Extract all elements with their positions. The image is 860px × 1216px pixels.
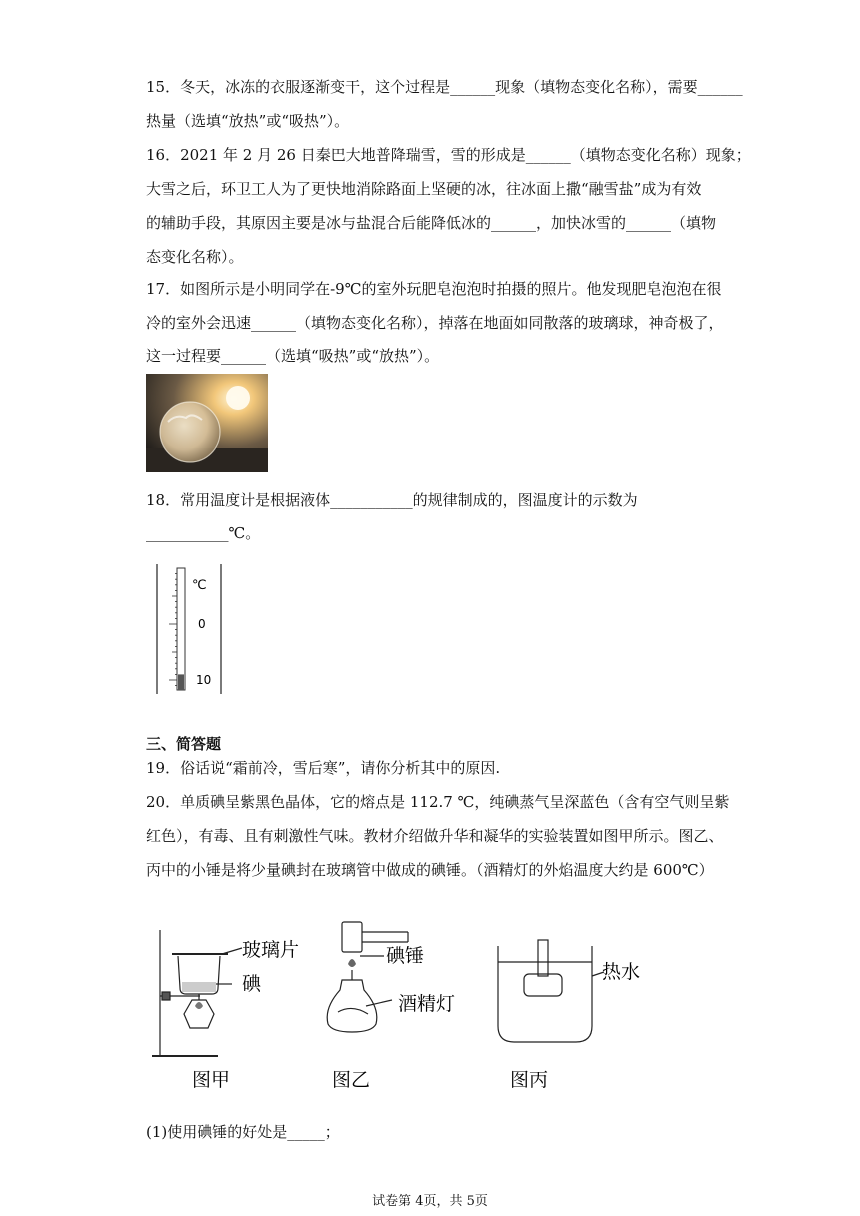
q20-line-1: 20．单质碘呈紫黑色晶体，它的熔点是 112.7 ℃，纯碘蒸气呈深蓝色（含有空气则呈紫 [146, 793, 730, 811]
label-alcohol-lamp: 酒精灯 [398, 993, 456, 1015]
figure-b-drawing [327, 922, 408, 1032]
label-iodine-hammer: 碘锤 [386, 945, 425, 967]
caption-figure-a: 图甲 [192, 1069, 231, 1091]
q15-line-1: 15．冬天，冰冻的衣服逐渐变干，这个过程是______现象（填物态变化名称），需要______ [146, 78, 743, 96]
caption-figure-c: 图丙 [510, 1069, 549, 1091]
figure-c-drawing [498, 940, 604, 1042]
thermometer-label-ten: 10 [196, 673, 212, 687]
page-footer: 试卷第 4页，共 5页 [372, 1194, 488, 1209]
thermometer-unit-label: ℃ [192, 578, 207, 593]
q16-line-3: 的辅助手段，其原因主要是冰与盐混合后能降低冰的______，加快冰雪的______（填物 [146, 214, 717, 232]
thermometer-drawing [146, 560, 236, 700]
figure-a-drawing [152, 930, 242, 1056]
q17-line-2: 冷的室外会迅速______（填物态变化名称），掉落在地面如同散落的玻璃球，神奇极了， [146, 314, 724, 332]
q15-line-2: 热量（选填“放热”或“吸热”）。 [146, 112, 350, 130]
sublimation-setup-figure [146, 916, 656, 1096]
soap-bubble-photo [146, 374, 268, 472]
thermometer-figure [146, 560, 236, 700]
label-hot-water: 热水 [602, 961, 641, 983]
q20-sub-1: (1)使用碘锤的好处是_____； [146, 1123, 340, 1141]
caption-figure-b: 图乙 [332, 1069, 371, 1091]
q17-line-1: 17．如图所示是小明同学在-9℃的室外玩肥皂泡泡时拍摄的照片。他发现肥皂泡泡在很 [146, 280, 722, 298]
label-glass-sheet: 玻璃片 [242, 939, 300, 961]
section-heading: 三、简答题 [146, 735, 222, 753]
thermometer-label-zero: 0 [198, 617, 206, 631]
q20-line-2: 红色），有毒、且有刺激性气味。教材介绍做升华和凝华的实验装置如图甲所示。图乙、 [146, 827, 724, 845]
q16-line-1: 16．2021 年 2 月 26 日秦巴大地普降瑞雪，雪的形成是______（填物态变化名称）现象； [146, 146, 751, 164]
q20-line-3: 丙中的小锤是将少量碘封在玻璃管中做成的碘锤。（酒精灯的外焰温度大约是 600℃） [146, 861, 714, 879]
thermometer-liquid-column [178, 674, 184, 690]
q19-line-1: 19．俗话说“霜前冷，雪后寒”，请你分析其中的原因. [146, 759, 501, 777]
label-iodine: 碘 [242, 973, 262, 995]
q18-line-1: 18．常用温度计是根据液体___________的规律制成的，图温度计的示数为 [146, 491, 638, 509]
q18-line-2: ___________℃。 [146, 524, 261, 542]
q17-line-3: 这一过程要______（选填“吸热”或“放热”）。 [146, 347, 440, 365]
q16-line-4: 态变化名称）。 [146, 248, 244, 266]
q16-line-2: 大雪之后，环卫工人为了更快地消除路面上坚硬的冰，往冰面上撒“融雪盐”成为有效 [146, 180, 702, 198]
